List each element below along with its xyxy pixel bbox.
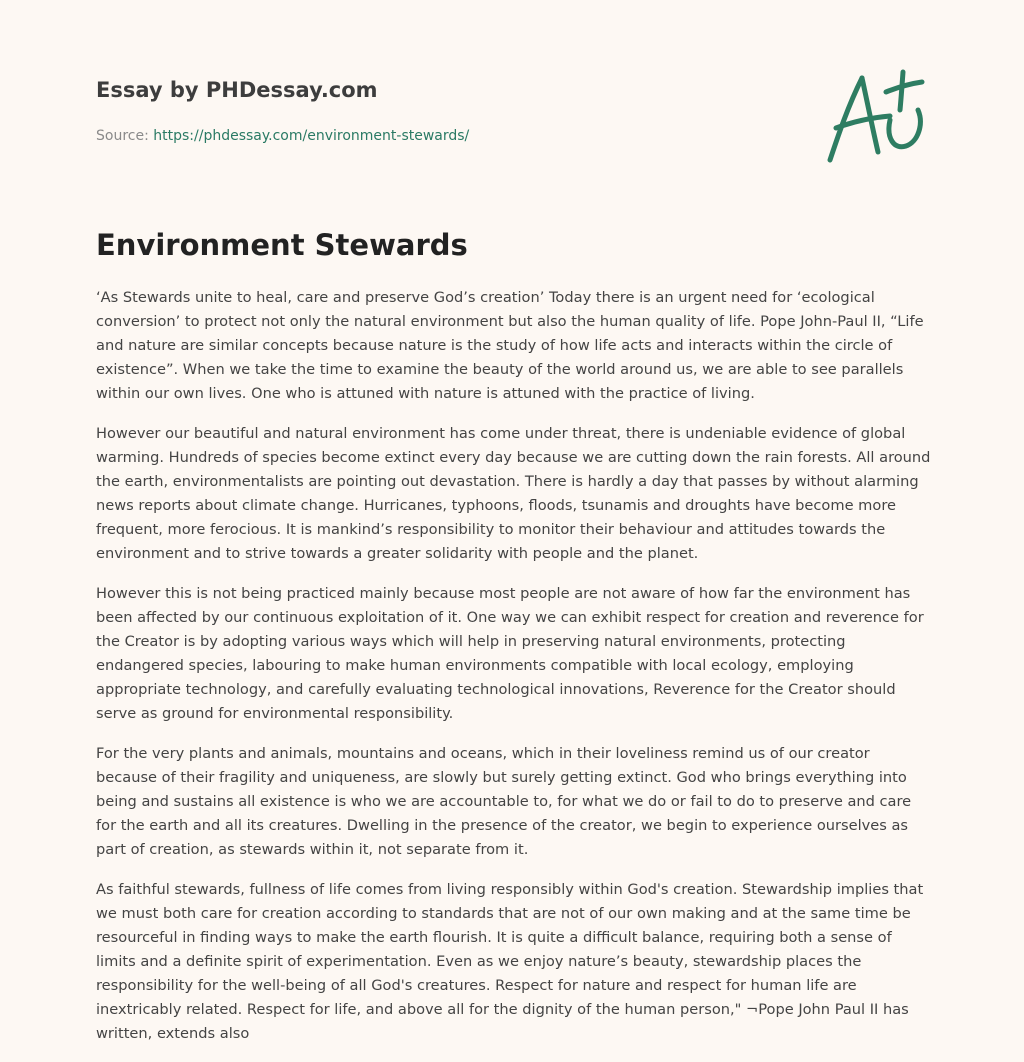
source-label: Source: xyxy=(96,128,149,144)
essay-title: Environment Stewards xyxy=(96,228,468,262)
a-plus-grade-icon xyxy=(820,66,930,166)
essay-paragraph: However this is not being practiced mainly because most people are not aware of how far the environment has been affected by our continuous exploitation of it. One way we can exhibit respect for creation and reverence for the Creator is by adopting various ways which will help in preserving natural environments, protecting endangered species, labouring to make human environments compatible with local ecology, employing appropriate technology, and carefully evaluating technological innovations, Reverence for the Creator should serve as ground for environmental responsibility. xyxy=(96,585,924,722)
essay-body xyxy=(96,286,932,1062)
essay-paragraph: For the very plants and animals, mountains and oceans, which in their loveliness remind us of our creator because of their fragility and uniqueness, are slowly but surely getting extinct. God who brings everything into being and sustains all existence is who we are accountable to, for what we do or fail to do to preserve and care for the earth and all its creatures. Dwelling in the presence of the creator, we begin to experience ourselves as part of creation, as stewards within it, not separate from it. xyxy=(96,745,912,858)
source-line xyxy=(96,126,796,146)
essay-paragraph: ‘As Stewards unite to heal, care and preserve God’s creation’ Today there is an urgent need for ‘ecological conversion’ to protect not only the natural environment but also the human quality of life. Pope John-Paul II, “Life and nature are similar concepts because nature is the study of how life acts and interacts within the circle of existence”. When we take the time to examine the beauty of the world around us, we are able to see parallels within our own lives. One who is attuned with nature is attuned with the practice of living. xyxy=(96,289,924,402)
site-brand: Essay by PHDessay.com xyxy=(96,78,378,102)
essay-header xyxy=(96,76,796,146)
source-link[interactable]: https://phdessay.com/environment-stewards/ xyxy=(153,128,470,144)
essay-paragraph: As faithful stewards, fullness of life comes from living responsibly within God's creation. Stewardship implies that we must both care for creation according to standards that are not of our own making and at the same time be resourceful in finding ways to make the earth flourish. It is quite a difficult balance, requiring both a sense of limits and a definite spirit of experimentation. Even as we enjoy nature’s beauty, stewardship places the responsibility for the well-being of all God's creatures. Respect for nature and respect for human life are inextricably related. Respect for life, and above all for the dignity of the human person," ¬Pope John Paul II has written, extends also xyxy=(96,881,924,1042)
essay-paragraph: However our beautiful and natural environment has come under threat, there is undeniable evidence of global warming. Hundreds of species become extinct every day because we are cutting down the rain forests. All around the earth, environmentalists are pointing out devastation. There is hardly a day that passes by without alarming news reports about climate change. Hurricanes, typhoons, floods, tsunamis and droughts have become more frequent, more ferocious. It is mankind’s responsibility to monitor their behaviour and attitudes towards the environment and to strive towards a greater solidarity with people and the planet. xyxy=(96,425,931,562)
